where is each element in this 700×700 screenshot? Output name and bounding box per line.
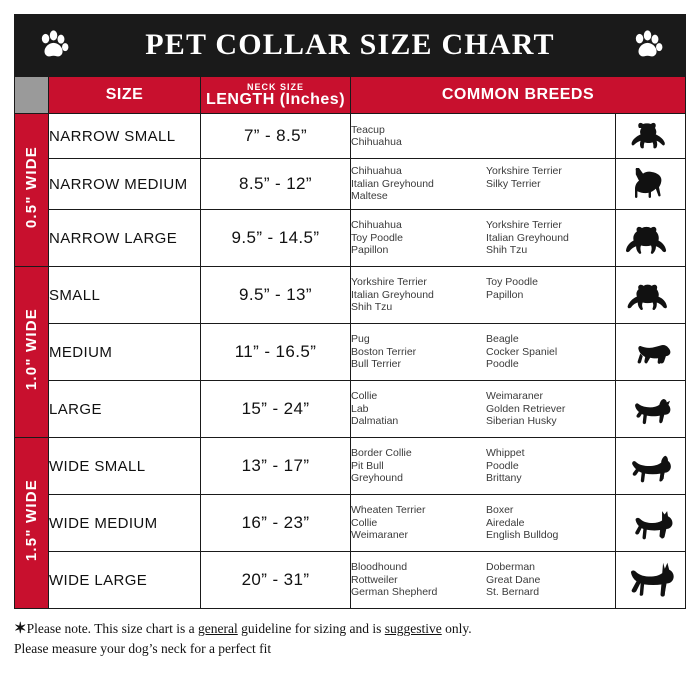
cell-silhouette <box>616 114 686 159</box>
breeds-column-2 <box>486 504 615 542</box>
cell-length: 9.5” - 14.5” <box>201 210 351 267</box>
breed-item: Italian Greyhound <box>351 288 434 301</box>
cell-breeds <box>351 267 616 324</box>
cell-length: 7” - 8.5” <box>201 114 351 159</box>
breed-item: Wheaten Terrier <box>351 504 426 517</box>
table-header-row <box>15 77 686 114</box>
column-header-breeds: COMMON BREEDS <box>351 77 686 114</box>
breed-item: Dalmatian <box>351 415 399 428</box>
cell-silhouette <box>616 495 686 552</box>
breed-item: Weimaraner <box>351 529 408 542</box>
breeds-column-2 <box>486 390 615 428</box>
footer-note <box>14 619 686 659</box>
breed-item: Poodle <box>486 459 519 472</box>
breed-item: Greyhound <box>351 472 403 485</box>
breed-item: Shih Tzu <box>351 301 393 314</box>
breeds-column-1 <box>351 333 480 371</box>
breed-item: Yorkshire Terrier <box>486 165 562 178</box>
table-row <box>15 159 686 210</box>
breed-item: Poodle <box>486 358 519 371</box>
cell-breeds <box>351 381 616 438</box>
cell-size: NARROW SMALL <box>49 114 201 159</box>
table-row <box>15 267 686 324</box>
cell-silhouette <box>616 267 686 324</box>
cell-silhouette <box>616 324 686 381</box>
breed-item: Whippet <box>486 447 525 460</box>
column-header-length-inches: LENGTH (Inches) <box>205 90 346 108</box>
cell-breeds <box>351 438 616 495</box>
cell-size: WIDE MEDIUM <box>49 495 201 552</box>
note-text-c: only. <box>441 621 472 636</box>
cell-length: 13” - 17” <box>201 438 351 495</box>
table-row <box>15 210 686 267</box>
page-header <box>14 14 686 76</box>
cell-size: WIDE SMALL <box>49 438 201 495</box>
breed-item: Border Collie <box>351 447 412 460</box>
breed-item: Chihuahua <box>351 219 402 232</box>
cell-size: SMALL <box>49 267 201 324</box>
paw-icon <box>630 28 664 62</box>
cell-length: 16” - 23” <box>201 495 351 552</box>
cell-size: NARROW LARGE <box>49 210 201 267</box>
group-label-text: 0.5" WIDE <box>23 146 40 229</box>
breed-item: Italian Greyhound <box>351 177 434 190</box>
cell-breeds <box>351 324 616 381</box>
boxer-icon <box>616 506 685 540</box>
cell-size: MEDIUM <box>49 324 201 381</box>
breed-item: Pit Bull <box>351 459 384 472</box>
column-header-length <box>201 77 351 114</box>
breeds-column-1 <box>351 504 480 542</box>
cell-length: 11” - 16.5” <box>201 324 351 381</box>
breed-item: Silky Terrier <box>486 177 541 190</box>
group-label-0 <box>15 114 49 267</box>
small-fluffy-dog-icon <box>616 120 685 152</box>
cell-breeds <box>351 114 616 159</box>
group-label-2 <box>15 438 49 609</box>
paw-icon <box>36 28 70 62</box>
breed-item: Shih Tzu <box>486 244 528 257</box>
corner-cell <box>15 77 49 114</box>
breed-item: Toy Poodle <box>351 231 403 244</box>
breed-item: Airedale <box>486 516 525 529</box>
cell-size: LARGE <box>49 381 201 438</box>
breed-item: St. Bernard <box>486 586 540 599</box>
cell-silhouette <box>616 159 686 210</box>
table-row <box>15 495 686 552</box>
breed-item: Golden Retriever <box>486 402 566 415</box>
page-title: PET COLLAR SIZE CHART <box>145 28 555 61</box>
breed-item: Italian Greyhound <box>486 231 569 244</box>
table-row <box>15 438 686 495</box>
note-text-a: Please note. This size chart is a <box>26 621 199 636</box>
breeds-column-1 <box>351 124 480 149</box>
cell-size: NARROW MEDIUM <box>49 159 201 210</box>
table-row <box>15 381 686 438</box>
asterisk-icon: ✶ <box>14 621 27 637</box>
breed-item: Beagle <box>486 333 519 346</box>
breeds-column-2 <box>486 276 615 314</box>
breed-item: Pug <box>351 333 370 346</box>
column-header-size: SIZE <box>49 77 201 114</box>
breed-item: Teacup <box>351 123 385 136</box>
group-label-1 <box>15 267 49 438</box>
breed-item: Lab <box>351 402 369 415</box>
breed-item: Bloodhound <box>351 561 408 574</box>
breeds-column-2 <box>486 333 615 371</box>
breeds-column-1 <box>351 276 480 314</box>
table-row <box>15 114 686 159</box>
breed-item: Collie <box>351 390 378 403</box>
breed-item: German Shepherd <box>351 586 438 599</box>
breed-item: Bull Terrier <box>351 358 401 371</box>
breeds-column-2 <box>486 219 615 257</box>
cell-silhouette <box>616 438 686 495</box>
breeds-column-1 <box>351 390 480 428</box>
group-label-text: 1.5" WIDE <box>23 479 40 562</box>
breed-item: Boston Terrier <box>351 345 417 358</box>
cell-length: 8.5” - 12” <box>201 159 351 210</box>
shih-tzu-icon <box>616 278 685 312</box>
border-collie-icon <box>616 449 685 483</box>
pomeranian-icon <box>616 221 685 255</box>
breeds-column-1 <box>351 219 480 257</box>
group-label-text: 1.0" WIDE <box>23 308 40 391</box>
breed-item: English Bulldog <box>486 529 559 542</box>
breed-item: Boxer <box>486 504 514 517</box>
cell-breeds <box>351 552 616 609</box>
cell-silhouette <box>616 552 686 609</box>
size-chart-table <box>14 76 686 609</box>
breed-item: Yorkshire Terrier <box>351 276 427 289</box>
cell-length: 20” - 31” <box>201 552 351 609</box>
breed-item: Cocker Spaniel <box>486 345 558 358</box>
cell-length: 9.5” - 13” <box>201 267 351 324</box>
breed-item: Yorkshire Terrier <box>486 219 562 232</box>
footer-note-line-1 <box>14 619 686 639</box>
breeds-column-1 <box>351 447 480 485</box>
breed-item: Chihuahua <box>351 165 402 178</box>
breed-item: Collie <box>351 516 378 529</box>
breeds-column-2 <box>486 165 615 203</box>
cell-breeds <box>351 159 616 210</box>
breed-item: Rottweiler <box>351 573 398 586</box>
chihuahua-icon <box>616 168 685 200</box>
breeds-column-1 <box>351 561 480 599</box>
cell-length: 15” - 24” <box>201 381 351 438</box>
column-header-neck-size: NECK SIZE <box>246 81 304 92</box>
breed-item: Brittany <box>486 472 522 485</box>
table-row <box>15 324 686 381</box>
breeds-column-1 <box>351 165 480 203</box>
cell-breeds <box>351 210 616 267</box>
cell-silhouette <box>616 381 686 438</box>
note-text-b: guideline for sizing and is <box>237 621 385 636</box>
note-emphasis-suggestive: suggestive <box>384 621 442 636</box>
breed-item: Siberian Husky <box>486 415 557 428</box>
breed-item: Weimaraner <box>486 390 543 403</box>
breeds-column-2 <box>486 124 615 149</box>
note-emphasis-general: general <box>198 621 238 636</box>
table-row <box>15 552 686 609</box>
breed-item: Papillon <box>486 288 524 301</box>
retriever-icon <box>616 392 685 426</box>
breed-item: Maltese <box>351 190 388 203</box>
cell-size: WIDE LARGE <box>49 552 201 609</box>
cell-breeds <box>351 495 616 552</box>
breed-item: Doberman <box>486 561 536 574</box>
breed-item: Great Dane <box>486 573 541 586</box>
breeds-column-2 <box>486 447 615 485</box>
doberman-icon <box>616 561 685 599</box>
beagle-icon <box>616 335 685 369</box>
breeds-column-2 <box>486 561 615 599</box>
breed-item: Toy Poodle <box>486 276 538 289</box>
cell-silhouette <box>616 210 686 267</box>
footer-note-line-2: Please measure your dog’s neck for a perfect fit <box>14 641 272 656</box>
breed-item: Papillon <box>351 244 389 257</box>
breed-item: Chihuahua <box>351 136 402 148</box>
